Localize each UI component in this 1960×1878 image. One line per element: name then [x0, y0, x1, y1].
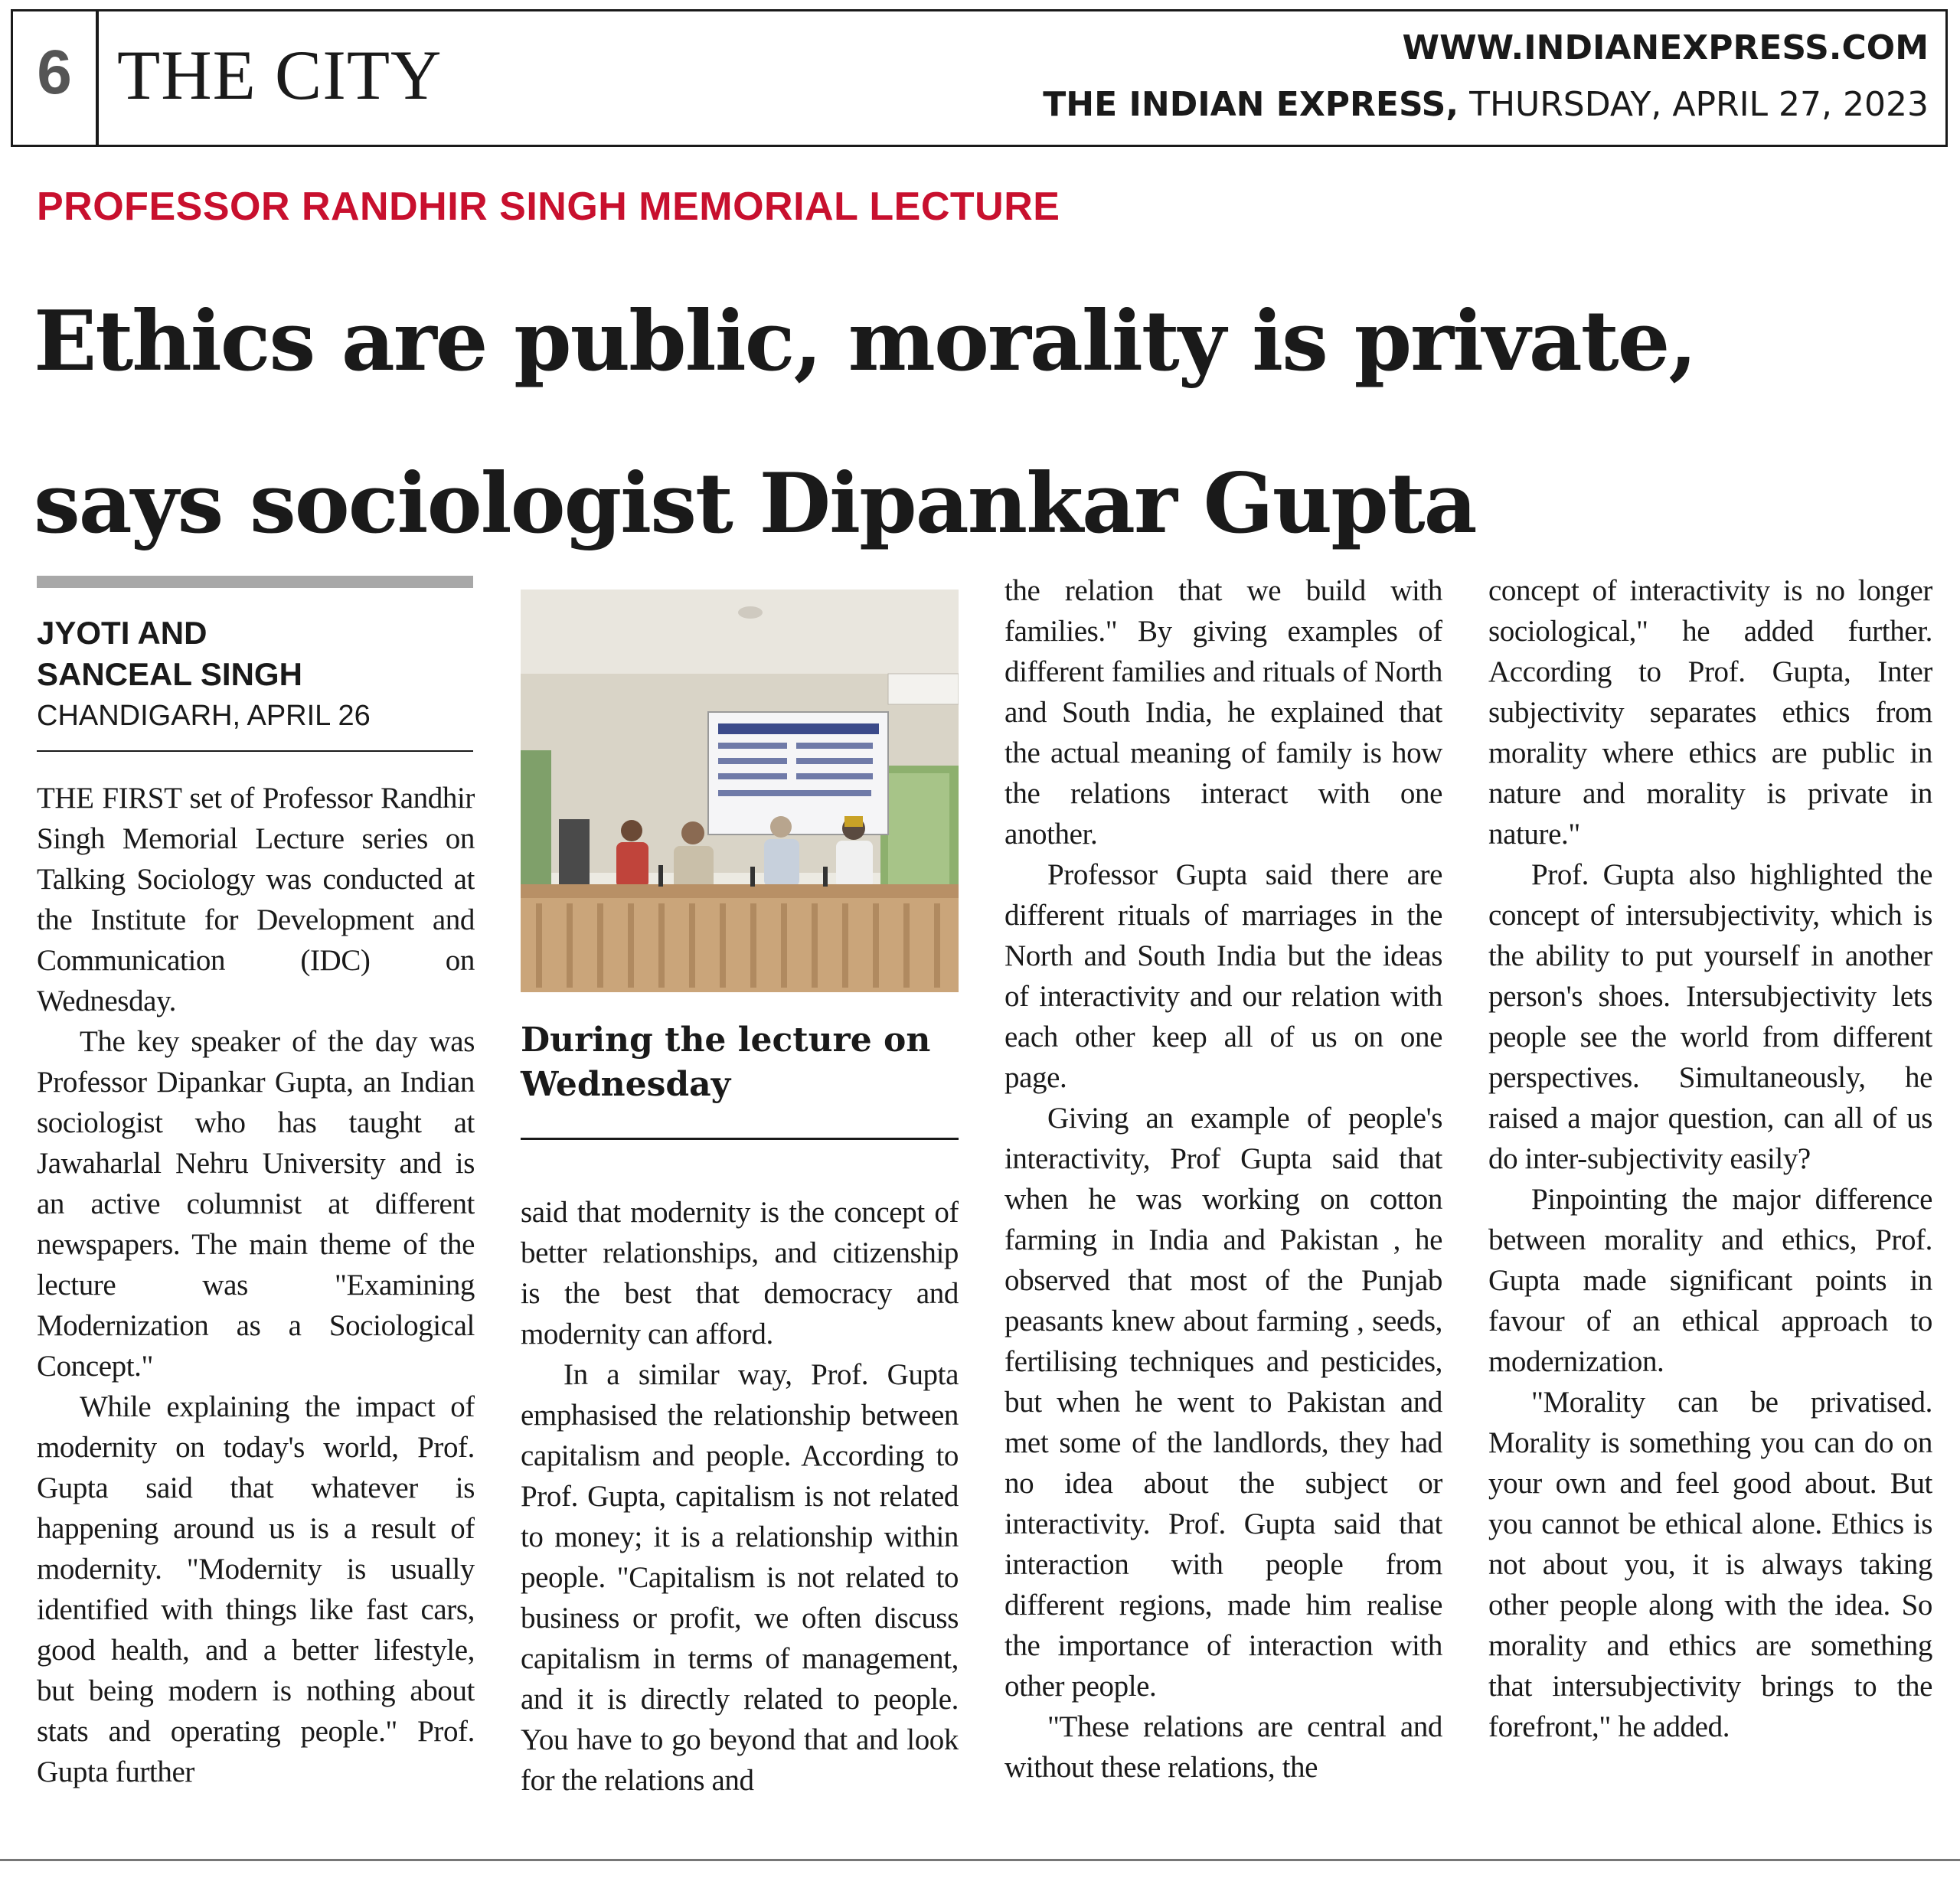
- masthead: [11, 9, 1948, 147]
- article-kicker: PROFESSOR RANDHIR SINGH MEMORIAL LECTURE: [37, 185, 1060, 229]
- byline-author-1: JYOTI AND: [37, 615, 207, 651]
- article-headline: [34, 260, 1932, 585]
- publication-dateline: [1043, 85, 1929, 124]
- paragraph: the relation that we build with families." By giving examples of different families and rituals of North and South India, he explained that the actual meaning of family is how the relations interact with one another.: [1004, 574, 1442, 851]
- section-title: THE CITY: [117, 36, 443, 114]
- paragraph: concept of interactivity is no longer sociological," he added further. According to Prof. Gupta, Inter subjectivity separates ethics from morality where ethics are public in nature and morality is private in nature.": [1488, 574, 1932, 851]
- paragraph: "These relations are central and without these relations, the: [1004, 1710, 1442, 1784]
- byline-author-2: SANCEAL SINGH: [37, 656, 302, 692]
- paragraph: THE FIRST set of Professor Randhir Singh Memorial Lecture series on Talking Sociology was conducted at the Institute for Development and Communication (IDC) on Wednesday.: [37, 782, 475, 1017]
- paragraph: In a similar way, Prof. Gupta emphasised the relationship between capitalism and people. According to Prof. Gupta, capitalism is not related to money; it is a relationship within people. "Capitalism is not related to business or profit, we often discuss capitalism in terms of management, and it is directly related to people. You have to go beyond that and look for the relations and: [521, 1358, 959, 1797]
- byline: [37, 612, 302, 695]
- article-column-1: [37, 778, 475, 1842]
- paragraph: Pinpointing the major difference between morality and ethics, Prof. Gupta made significant points in favour of an ethical approach to modernization.: [1488, 1183, 1932, 1378]
- byline-rule: [37, 576, 473, 588]
- dateline-rule: [37, 750, 473, 752]
- article-dateline: CHANDIGARH, APRIL 26: [37, 700, 371, 732]
- paragraph: Prof. Gupta also highlighted the concept of intersubjectivity, which is the ability to put yourself in another person's shoes. Intersubjectivity lets people see the world from different perspectives. Simultaneously, he raised a major question, can all of us do inter-subjectivity easily?: [1488, 858, 1932, 1175]
- lecture-photo: [521, 590, 959, 992]
- paper-name: THE INDIAN EXPRESS,: [1043, 85, 1459, 124]
- paragraph: While explaining the impact of modernity on today's world, Prof. Gupta said that whatever is happening around us is a result of modernity. "Modernity is usually identified with things like fast cars, good health, and a better lifestyle, but being modern is nothing about stats and operating people." Prof. Gupta further: [37, 1390, 475, 1788]
- headline-line-1: Ethics are public, morality is private,: [34, 293, 1696, 390]
- paragraph: The key speaker of the day was Professor Dipankar Gupta, an Indian sociologist who has taught at Jawaharlal Nehru University and is an active columnist at different newspapers. The main theme of the lecture was "Examining Modernization as a Sociological Concept.": [37, 1025, 475, 1383]
- article-column-2: [521, 1192, 959, 1843]
- page-bottom-rule: [0, 1859, 1960, 1861]
- page-number: 6: [13, 11, 99, 145]
- article-column-4: [1488, 570, 1932, 1843]
- paragraph: Professor Gupta said there are different rituals of marriages in the North and South India but the ideas of interactivity and our relation with each other keep all of us on one page.: [1004, 858, 1442, 1094]
- article-column-3: [1004, 570, 1442, 1843]
- lecture-photo-image: [521, 590, 959, 992]
- paragraph: "Morality can be privatised. Morality is something you can do on your own and feel good about. But you cannot be ethical alone. Ethics is not about you, it is always taking other people along with the idea. So morality and ethics are something that intersubjectivity brings to the forefront," he added.: [1488, 1386, 1932, 1743]
- photo-caption: During the lecture on Wednesday: [521, 1021, 931, 1104]
- website-link[interactable]: WWW.INDIANEXPRESS.COM: [1402, 28, 1929, 67]
- paragraph: Giving an example of people's interactivity, Prof Gupta said that when he was working on cotton farming in India and Pakistan , he observed that most of the Punjab peasants knew about farming , seeds, fertilising techniques and pesticides, but when he went to Pakistan and met some of the landlords, they had no idea about the subject or interactivity. Prof. Gupta said that interaction with people from different regions, made him realise the importance of interaction with other people.: [1004, 1102, 1442, 1703]
- paragraph: said that modernity is the concept of better relationships, and citizenship is the best that democracy and modernity can afford.: [521, 1196, 959, 1351]
- headline-line-2: says sociologist Dipankar Gupta: [34, 456, 1476, 552]
- issue-date: THURSDAY, APRIL 27, 2023: [1469, 85, 1929, 124]
- caption-rule: [521, 1138, 959, 1140]
